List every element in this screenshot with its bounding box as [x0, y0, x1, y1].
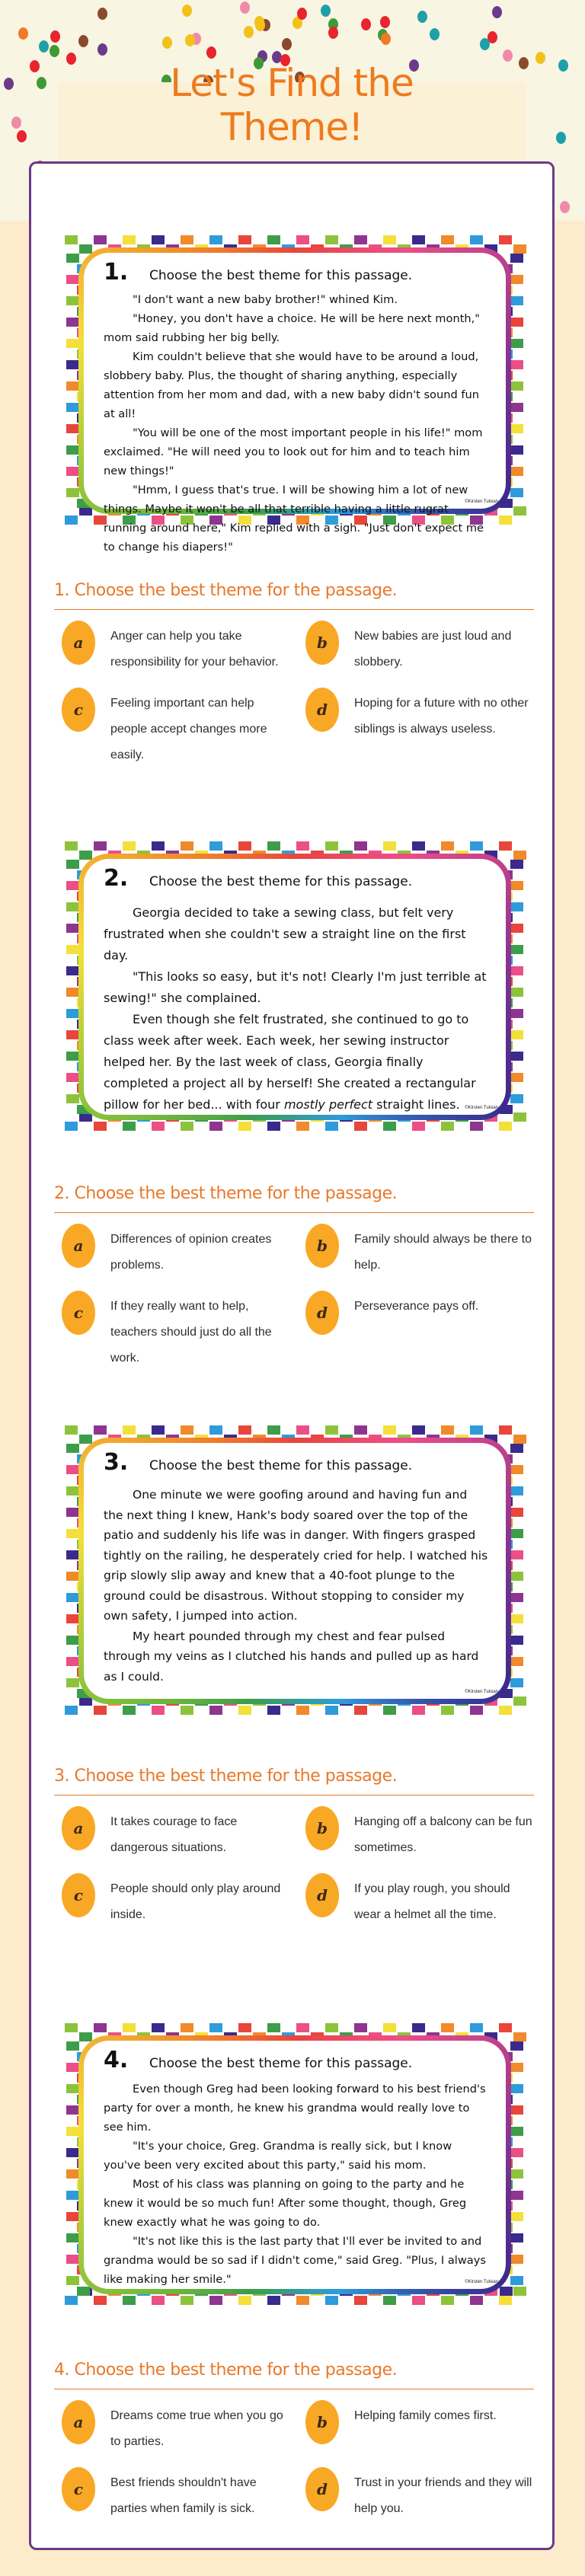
passage-prompt: Choose the best theme for this passage. [149, 874, 413, 889]
passage-number: 1. [104, 259, 129, 286]
option-text: Anger can help you take responsibility for your behavior. [110, 630, 279, 669]
option-c[interactable] [62, 691, 298, 768]
confetti-dot [182, 5, 192, 17]
passage-paragraph: "Honey, you don't have a choice. He will be here next month," mom said rubbing her big belly. [104, 312, 481, 344]
option-a[interactable] [62, 1809, 298, 1861]
confetti-dot [37, 77, 46, 89]
question-4 [54, 2361, 534, 2522]
confetti-dot [519, 57, 529, 69]
option-c[interactable] [62, 1294, 298, 1371]
confetti-dot [558, 59, 568, 72]
passage-card-2 [65, 837, 525, 1137]
confetti-dot [503, 49, 513, 62]
confetti-dot [4, 78, 14, 90]
option-b[interactable] [305, 1227, 542, 1278]
option-a[interactable] [62, 624, 298, 675]
passage-text [104, 1485, 489, 1687]
passage-paragraph: "I don't want a new baby brother!" whined Kim. [133, 293, 398, 306]
confetti-dot [98, 43, 107, 56]
rainbow-frame [78, 1438, 511, 1704]
question-title: 4. Choose the best theme for the passage. [54, 2361, 534, 2389]
confetti-dot [185, 34, 195, 46]
option-letter-badge: d [305, 1873, 339, 1917]
option-letter-badge: b [305, 621, 339, 665]
confetti-dot [78, 35, 88, 47]
option-text: New babies are just loud and slobbery. [354, 630, 512, 669]
question-title: 2. Choose the best theme for the passage. [54, 1184, 534, 1213]
answer-options [54, 1227, 534, 1371]
confetti-dot [430, 28, 440, 40]
option-text: It takes courage to face dangerous situations. [110, 1815, 238, 1854]
option-text: Feeling important can help people accept changes more easily. [110, 697, 267, 761]
passage-text [104, 902, 489, 1116]
option-letter-badge: a [62, 621, 95, 665]
question-title: 3. Choose the best theme for the passage. [54, 1767, 534, 1796]
passage-text [104, 2080, 489, 2289]
passage-card-4 [65, 2019, 525, 2311]
copyright-text: ©Kirsten Tulsian [465, 500, 498, 504]
answer-options [54, 1809, 534, 1928]
confetti-dot [380, 16, 390, 28]
passage-paragraph: Most of his class was planning on going to the party and he knew it would be so much fun! After some thought, though, Greg knew exactly what he was going to do. [104, 2178, 467, 2229]
confetti-dot [328, 27, 338, 39]
answer-options [54, 624, 534, 768]
copyright-text: ©Kirsten Tulsian [465, 1690, 498, 1694]
option-text: Dreams come true when you go to parties. [110, 2409, 283, 2448]
confetti-dot [11, 117, 21, 129]
option-letter-badge: b [305, 2400, 339, 2444]
confetti-dot [480, 38, 490, 50]
passage-paragraph: My heart pounded through my chest and fear pulsed through my veins as I clutched his hands and pulled up as hard as I could. [104, 1629, 479, 1684]
confetti-dot [162, 37, 172, 49]
passage-card-3 [65, 1421, 525, 1721]
passage-prompt: Choose the best theme for this passage. [149, 2056, 413, 2071]
option-text: Differences of opinion creates problems. [110, 1233, 272, 1272]
question-title: 1. Choose the best theme for the passage. [54, 581, 534, 610]
passage-number: 3. [104, 1449, 129, 1476]
passage-paragraph: "Hmm, I guess that's true. I will be showing him a lot of new things. Maybe it won't be all that terrible having a little rugrat running around here," Kim replied with a sigh. "Just don't expect me to change his diapers!" [104, 484, 484, 554]
confetti-dot [556, 132, 566, 144]
confetti-dot [206, 46, 216, 59]
option-text: Best friends shouldn't have parties when family is sick. [110, 2476, 257, 2515]
option-letter-badge: d [305, 1291, 339, 1335]
option-d[interactable] [305, 1876, 542, 1928]
title-banner [58, 61, 526, 161]
content-panel [29, 161, 555, 2550]
passage-paragraph: "It's not like this is the last party that I'll ever be invited to and grandma would be so sad if I didn't come," said Greg. "Plus, I always like making her smile." [104, 2235, 486, 2286]
confetti-dot [30, 60, 40, 72]
passage-text [104, 290, 489, 557]
passage-number: 2. [104, 865, 129, 892]
confetti-dot [535, 52, 545, 64]
rainbow-frame [78, 854, 511, 1120]
option-letter-badge: d [305, 688, 339, 732]
confetti-dot [98, 8, 107, 20]
option-letter-badge: c [62, 1291, 95, 1335]
option-c[interactable] [62, 1876, 298, 1928]
confetti-dot [492, 6, 502, 18]
option-letter-badge: a [62, 1224, 95, 1268]
option-text: People should only play around inside. [110, 1882, 281, 1921]
passage-card-1 [65, 231, 525, 554]
question-3 [54, 1767, 534, 1928]
page-title: Let's Find the Theme! [170, 61, 414, 149]
confetti-dot [297, 8, 307, 20]
option-letter-badge: d [305, 2467, 339, 2511]
option-text: If you play rough, you should wear a helmet all the time. [354, 1882, 510, 1921]
passage-paragraph: Even though she felt frustrated, she continued to go to class week after week. Each week, her sewing instructor helped her. By the last week of class, Georgia finally completed a project all by herself! She created a rectangular pillow for her bed... with four mostly perfect straight lines. [104, 1012, 476, 1112]
option-text: Trust in your friends and they will help you. [354, 2476, 532, 2515]
confetti-dot [321, 5, 331, 17]
option-c[interactable] [62, 2470, 298, 2522]
passage-paragraph: Georgia decided to take a sewing class, but felt very frustrated when she couldn't sew a straight line on the first day. [104, 905, 466, 962]
confetti-dot [282, 38, 292, 50]
passage-paragraph: Kim couldn't believe that she would have to be around a loud, slobbery baby. Plus, the thought of sharing anything, especially attention from her mom and dad, with a new baby didn't sound fun at all! [104, 350, 480, 420]
option-a[interactable] [62, 1227, 298, 1278]
copyright-text: ©Kirsten Tulsian [465, 2280, 498, 2284]
confetti-dot [50, 45, 59, 57]
option-letter-badge: b [305, 1806, 339, 1850]
passage-prompt: Choose the best theme for this passage. [149, 1458, 413, 1473]
option-text: Hoping for a future with no other siblings is always useless. [354, 697, 529, 736]
question-2 [54, 1184, 534, 1371]
option-letter-badge: c [62, 2467, 95, 2511]
option-b[interactable] [305, 624, 542, 675]
option-b[interactable] [305, 2403, 542, 2455]
answer-options [54, 2403, 534, 2522]
rainbow-frame [78, 2035, 511, 2294]
confetti-dot [381, 33, 391, 45]
option-letter-badge: a [62, 2400, 95, 2444]
passage-paragraph: "This looks so easy, but it's not! Clearly I'm just terrible at sewing!" she complained. [104, 969, 487, 1005]
passage-prompt: Choose the best theme for this passage. [149, 268, 413, 283]
confetti-dot [240, 2, 250, 14]
passage-paragraph: One minute we were goofing around and having fun and the next thing I knew, Hank's body soared over the top of the patio and suddenly his life was in danger. With fingers grasped tightly on the railing, he desperately cried for help. I watched his grip slowly slip away and knew that a 40-foot plunge to the ground could be disastrous. Without stopping to consider my own safety, I jumped into action. [104, 1488, 488, 1623]
option-text: If they really want to help, teachers should just do all the work. [110, 1300, 272, 1365]
passage-number: 4. [104, 2047, 129, 2073]
confetti-dot [417, 11, 427, 23]
passage-paragraph: "You will be one of the most important people in his life!" mom exclaimed. "He will need you to look out for him and to teach him new things!" [104, 426, 483, 477]
question-1 [54, 581, 534, 768]
confetti-dot [39, 40, 49, 53]
passage-paragraph: "It's your choice, Greg. Grandma is really sick, but I know you've been very excited about this party," said his mom. [104, 2140, 452, 2172]
option-text: Family should always be there to help. [354, 1233, 532, 1272]
confetti-dot [560, 201, 570, 213]
confetti-dot [244, 26, 254, 38]
confetti-dot [361, 18, 371, 30]
copyright-text: ©Kirsten Tulsian [465, 1106, 498, 1110]
rainbow-frame [78, 247, 511, 554]
option-text: Perseverance pays off. [354, 1300, 479, 1313]
passage-paragraph: Even though Greg had been looking forward to his best friend's party for over a month, he knew his grandma would really love to see him. [104, 2083, 486, 2134]
option-letter-badge: c [62, 1873, 95, 1917]
option-d[interactable] [305, 2470, 542, 2522]
option-b[interactable] [305, 1809, 542, 1861]
confetti-dot [18, 27, 28, 40]
confetti-dot [66, 53, 76, 65]
confetti-dot [50, 30, 60, 43]
option-a[interactable] [62, 2403, 298, 2455]
option-letter-badge: a [62, 1806, 95, 1850]
option-text: Helping family comes first. [354, 2409, 497, 2422]
option-letter-badge: b [305, 1224, 339, 1268]
option-d[interactable] [305, 691, 542, 768]
confetti-dot [254, 16, 264, 28]
option-text: Hanging off a balcony can be fun sometimes. [354, 1815, 532, 1854]
option-d[interactable] [305, 1294, 542, 1371]
confetti-dot [17, 130, 27, 142]
option-letter-badge: c [62, 688, 95, 732]
